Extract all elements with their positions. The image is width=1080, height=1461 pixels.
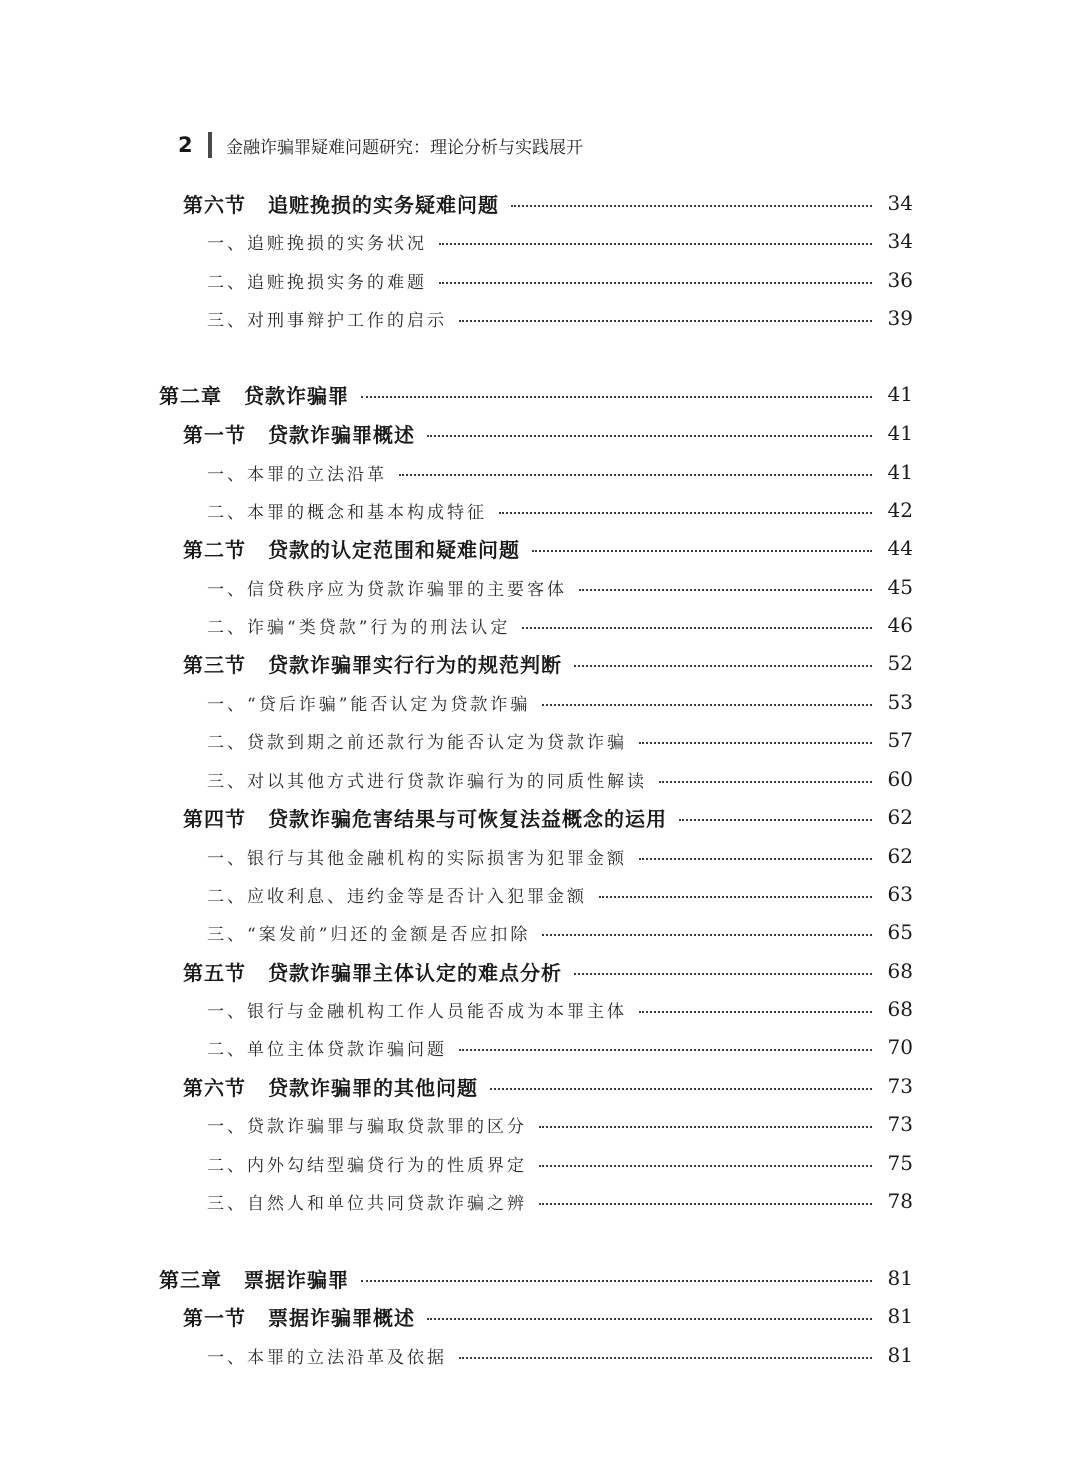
toc-title: 贷款诈骗罪概述	[268, 422, 415, 447]
toc-page-number: 39	[887, 306, 913, 330]
toc-page-number: 65	[887, 920, 913, 944]
toc-title: 一、银行与其他金融机构的实际损害为犯罪金额	[207, 848, 627, 869]
toc-entry-item[interactable]	[207, 606, 913, 644]
toc-leader	[522, 627, 871, 629]
toc-title: 三、自然人和单位共同贷款诈骗之辨	[207, 1193, 527, 1214]
toc-title: 二、诈骗“类贷款”行为的刑法认定	[207, 617, 511, 638]
toc-leader	[639, 1011, 872, 1013]
toc-title: 一、本罪的立法沿革及依据	[207, 1347, 447, 1368]
toc-title: 二、本罪的概念和基本构成特征	[207, 502, 487, 523]
toc-entry-item[interactable]	[207, 491, 913, 529]
toc-entry-item[interactable]	[207, 1028, 913, 1066]
toc-title: 一、银行与金融机构工作人员能否成为本罪主体	[207, 1001, 627, 1022]
header-divider	[208, 132, 212, 158]
toc-leader	[427, 435, 872, 437]
toc-title: 二、内外勾结型骗贷行为的性质界定	[207, 1155, 527, 1176]
toc-entry-item[interactable]	[207, 837, 913, 875]
toc-entry-item[interactable]	[207, 453, 913, 491]
toc-page-number: 63	[887, 882, 913, 906]
toc-entry-item[interactable]	[207, 683, 913, 721]
toc-title: 贷款诈骗罪	[244, 383, 349, 408]
toc-entry-section[interactable]	[183, 798, 913, 836]
toc-entry-item[interactable]	[207, 990, 913, 1028]
toc-title: 二、单位主体贷款诈骗问题	[207, 1039, 447, 1060]
toc-page-number: 62	[887, 805, 913, 829]
toc-leader	[539, 1126, 872, 1128]
toc-leader	[427, 1318, 872, 1320]
toc-entry-item[interactable]	[207, 568, 913, 606]
toc-entry-item[interactable]	[207, 299, 913, 337]
toc-title: 追赃挽损的实务疑难问题	[268, 192, 499, 217]
toc-page-number: 46	[887, 613, 913, 637]
toc-entry-item[interactable]	[207, 222, 913, 260]
toc-title: 票据诈骗罪	[244, 1267, 349, 1292]
toc-page-number: 42	[887, 498, 913, 522]
toc-page-number: 60	[887, 767, 913, 791]
toc-leader	[659, 781, 872, 783]
toc-title: 票据诈骗罪概述	[268, 1305, 415, 1330]
toc-leader	[511, 205, 872, 207]
toc-leader	[499, 512, 872, 514]
toc-page-number: 73	[887, 1112, 913, 1136]
toc-entry-item[interactable]	[207, 760, 913, 798]
toc-leader	[542, 704, 871, 706]
toc-leader	[439, 243, 872, 245]
toc-title: 一、信贷秩序应为贷款诈骗罪的主要客体	[207, 579, 567, 600]
toc-title: 贷款的认定范围和疑难问题	[268, 537, 520, 562]
toc-leader	[639, 858, 872, 860]
toc-leader	[361, 396, 872, 398]
toc-title: 贷款诈骗罪的其他问题	[268, 1075, 478, 1100]
toc-leader	[542, 934, 871, 936]
toc-entry-item[interactable]	[207, 875, 913, 913]
toc-page-number: 81	[887, 1304, 913, 1328]
toc-title: 二、追赃挽损实务的难题	[207, 272, 427, 293]
toc-title: 一、追赃挽损的实务状况	[207, 233, 427, 254]
toc-entry-item[interactable]	[207, 721, 913, 759]
toc-prefix: 第三节	[183, 652, 246, 677]
toc-entry-item[interactable]	[207, 1105, 913, 1143]
toc-entry-section[interactable]	[183, 414, 913, 452]
toc-title: 三、“案发前”归还的金额是否应扣除	[207, 924, 531, 945]
toc-page-number: 36	[887, 268, 913, 292]
toc-title: 三、对刑事辩护工作的启示	[207, 310, 447, 331]
toc-leader	[399, 474, 872, 476]
toc-title: 贷款诈骗危害结果与可恢复法益概念的运用	[268, 806, 667, 831]
toc-page-number: 73	[887, 1074, 913, 1098]
toc-leader	[539, 1165, 872, 1167]
book-title: 金融诈骗罪疑难问题研究：理论分析与实践展开	[226, 137, 583, 158]
toc-page-number: 81	[887, 1266, 913, 1290]
toc-prefix: 第六节	[183, 1075, 246, 1100]
toc-entry-section[interactable]	[183, 1297, 913, 1335]
toc-page-number: 41	[887, 460, 913, 484]
toc-page-number: 81	[887, 1343, 913, 1367]
toc-leader	[679, 819, 872, 821]
toc-page-number: 34	[887, 229, 913, 253]
toc-prefix: 第二章	[159, 383, 222, 408]
toc-page-number: 75	[887, 1151, 913, 1175]
toc-title: 一、本罪的立法沿革	[207, 464, 387, 485]
toc-page-number: 41	[887, 421, 913, 445]
toc-prefix: 第二节	[183, 537, 246, 562]
toc-entry-item[interactable]	[207, 1182, 913, 1220]
toc-prefix: 第一节	[183, 1305, 246, 1330]
toc-entry-item[interactable]	[207, 1336, 913, 1374]
toc-page-number: 70	[887, 1035, 913, 1059]
toc-page-number: 34	[887, 191, 913, 215]
toc-leader	[532, 550, 872, 552]
toc-page-number: 44	[887, 536, 913, 560]
toc-prefix: 第五节	[183, 960, 246, 985]
toc-page-number: 62	[887, 844, 913, 868]
toc-title: 二、应收利息、违约金等是否计入犯罪金额	[207, 886, 587, 907]
toc-page-number: 53	[887, 690, 913, 714]
toc-entry-section[interactable]	[183, 644, 913, 682]
toc-page-number: 68	[887, 997, 913, 1021]
toc-page-number: 68	[887, 959, 913, 983]
toc-entry-item[interactable]	[207, 261, 913, 299]
toc-leader	[361, 1280, 872, 1282]
toc-title: 二、贷款到期之前还款行为能否认定为贷款诈骗	[207, 732, 627, 753]
toc-prefix: 第三章	[159, 1267, 222, 1292]
toc-page-number: 78	[887, 1189, 913, 1213]
toc-entry-chapter[interactable]	[159, 1259, 913, 1297]
toc-title: 三、对以其他方式进行贷款诈骗行为的同质性解读	[207, 771, 647, 792]
toc-entry-item[interactable]	[207, 913, 913, 951]
toc-leader	[459, 320, 872, 322]
toc-prefix: 第四节	[183, 806, 246, 831]
toc-leader	[599, 896, 872, 898]
toc-title: 一、贷款诈骗罪与骗取贷款罪的区分	[207, 1116, 527, 1137]
toc-prefix: 第一节	[183, 422, 246, 447]
toc-leader	[579, 589, 872, 591]
toc-page-number: 57	[887, 728, 913, 752]
toc-leader	[490, 1088, 872, 1090]
toc-prefix: 第六节	[183, 192, 246, 217]
running-header	[178, 128, 583, 162]
toc-title: 贷款诈骗罪主体认定的难点分析	[268, 960, 562, 985]
toc-leader	[639, 742, 872, 744]
toc-leader	[539, 1203, 872, 1205]
toc-page-number: 41	[887, 382, 913, 406]
toc-entry-section[interactable]	[183, 529, 913, 567]
toc-title: 贷款诈骗罪实行行为的规范判断	[268, 652, 562, 677]
toc-title: 一、“贷后诈骗”能否认定为贷款诈骗	[207, 694, 531, 715]
toc-entry-chapter[interactable]	[159, 375, 913, 413]
page-number: 2	[178, 133, 193, 157]
toc-entry-section[interactable]	[183, 1067, 913, 1105]
toc-page-number: 52	[887, 651, 913, 675]
toc-leader	[574, 973, 872, 975]
toc-entry-section[interactable]	[183, 952, 913, 990]
toc-entry-section[interactable]	[183, 184, 913, 222]
toc-leader	[459, 1357, 872, 1359]
toc-leader	[574, 665, 872, 667]
toc-leader	[459, 1049, 872, 1051]
toc-entry-item[interactable]	[207, 1144, 913, 1182]
toc-page-number: 45	[887, 575, 913, 599]
toc-leader	[439, 282, 872, 284]
